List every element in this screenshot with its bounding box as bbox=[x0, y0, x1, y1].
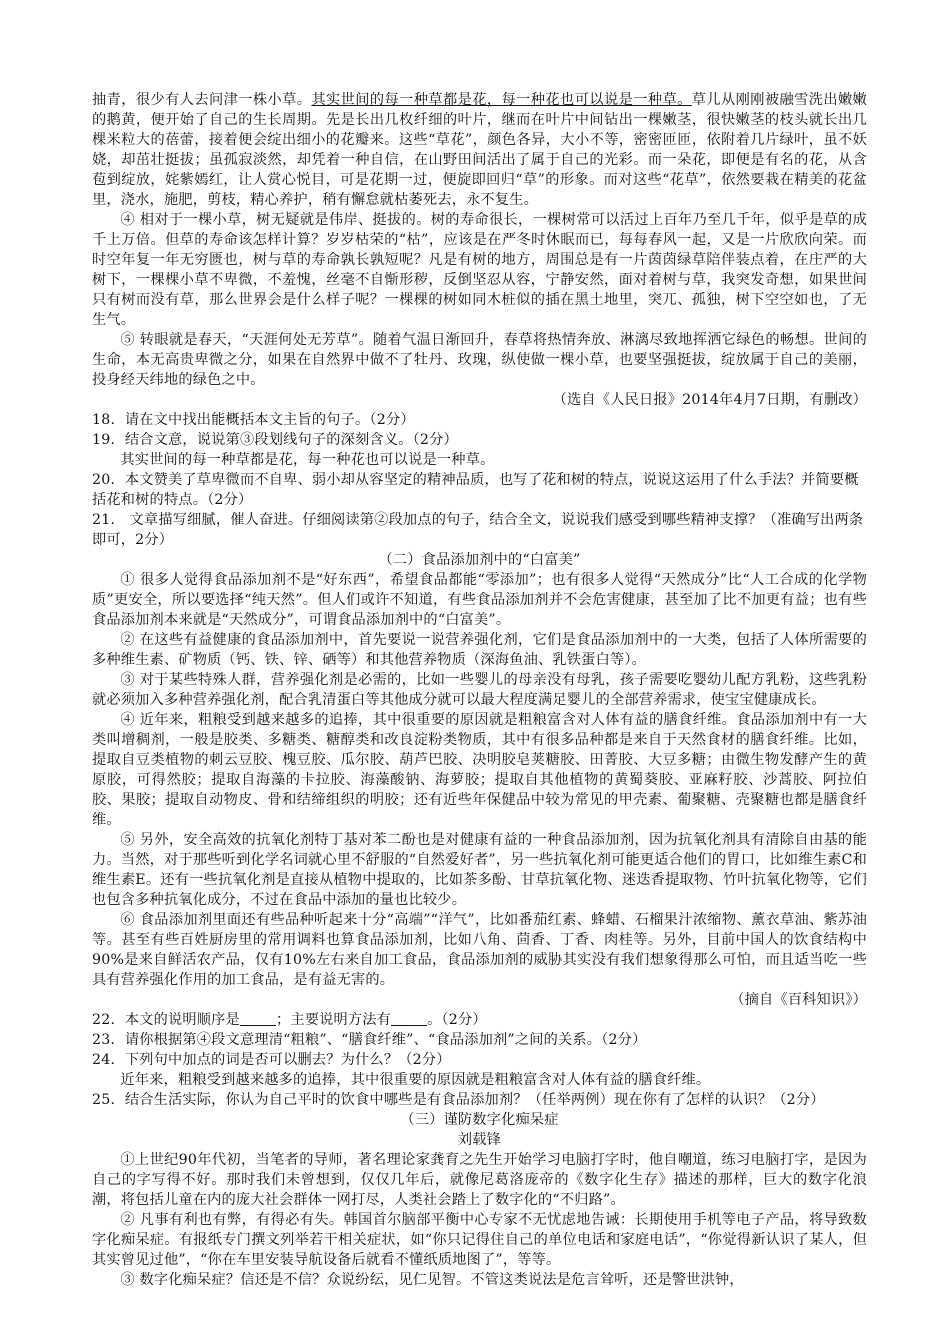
article3-author: 刘载锋 bbox=[457, 1132, 502, 1148]
question-24: 24．下列句中加点的词是否可以删去？为什么？（2分） bbox=[92, 1052, 451, 1068]
text-run: 草儿从刚刚被融雪洗出嫩嫩的鹅黄，便开始了自己的生长周期。先是长出几枚纤细的叶片，继而在叶片中间钻出一棵嫩茎，很快嫩茎的枝头就长出几棵米粒大的蓓蕾，接着便会绽出细小的花瓣来。这些“草花”，颜色各异，大小不等，密密匝匝，依附着几片绿叶，虽不妖娆，却茁壮挺拔；虽孤寂淡然，却凭着一种自信，在山野田间活出了属于自己的光彩。而一朵花，即便是有名的花，从含苞到绽放，姹紫嫣红，让人赏心悦目，可是花期一过，便旋即回归“草”的形象。而对这些“花草”，依然要栽在精美的花盆里，浇水，施肥，剪枝，精心养护，稍有懈怠就枯萎死去，永不复生。 bbox=[92, 92, 867, 208]
exam-page bbox=[92, 90, 867, 1290]
article1-paragraph-4: ④ 相对于一棵小草，树无疑就是伟岸、挺拔的。树的寿命很长，一棵树常可以活过上百年乃至几千年，似乎是草的成千上万倍。但草的寿命该怎样计算？岁岁枯荣的“枯”，应该是在严冬时休眠而已，每每春风一起，又是一片欣欣向荣。而时空年复一年无穷匮也，树与草的寿命孰长孰短呢？凡是有树的地方，周围总是有一片茵茵绿草陪伴装点着，在庄严的大树下，一棵棵小草不卑微，不羞愧，丝毫不自惭形秽，反倒坚忍从容，宁静安然，面对着树与草，我突发奇想，如果世间只有树而没有草，那么世界会是什么样子呢？一棵棵的树如同木桩似的插在黑土地里，突兀、孤独，树下空空如也，了无生气。 bbox=[92, 212, 867, 328]
text-run: 22．本文的说明顺序是 bbox=[92, 1012, 240, 1028]
question-19: 19．结合文意，说说第③段划线句子的深刻含义。（2分） bbox=[92, 432, 458, 448]
article2-paragraph-4: ④ 近年来，粗粮受到越来越多的追捧，其中很重要的原因就是粗粮富含对人体有益的膳食纤维。食品添加剂中有一大类叫增稠剂，一般是胶类、多糖类、糖醇类和改良淀粉类物质，其中有很多品种都是来自于天然食材的膳食纤维。比如，提取自豆类植物的刺云豆胶、槐豆胶、瓜尔胶、葫芦巴胶、决明胶皂荚糖胶、田菁胶、大豆多糖；由微生物发酵产生的黄原胶，可得然胶；提取自海藻的卡拉胶、海藻酸钠、海萝胶；提取自其他植物的黄蜀葵胶、亚麻籽胶、沙蒿胶、阿拉伯胶、果胶；提取自动物皮、骨和结缔组织的明胶；还有近些年保健品中较为常见的甲壳素、葡聚糖、壳聚糖也都是膳食纤维。 bbox=[92, 712, 867, 828]
article2-paragraph-5: ⑤ 另外，安全高效的抗氧化剂特丁基对苯二酚也是对健康有益的一种食品添加剂，因为抗氧化剂具有清除自由基的能力。当然，对于那些听到化学名词就心里不舒服的“自然爱好者”，另一些抗氧化剂可能更适合他们的胃口，比如维生素C和维生素E。还有一些抗氧化剂是直接从植物中提取的，比如茶多酚、甘草抗氧化物、迷迭香提取物、竹叶抗氧化物等，它们也包含多种抗氧化成分，不过在食品中添加的量也比较少。 bbox=[92, 832, 867, 908]
article2-paragraph-2: ② 在这些有益健康的食品添加剂中，首先要说一说营养强化剂，它们是食品添加剂中的一大类，包括了人体所需要的多种维生素、矿物质（钙、铁、锌、硒等）和其他营养物质（深海鱼油、乳铁蛋白等）。 bbox=[92, 632, 867, 668]
question-20: 20．本文赞美了草卑微而不自卑、弱小却从容坚定的精神品质，也写了花和树的特点，说说这运用了什么手法？并简要概括花和树的特点。（2分） bbox=[92, 472, 859, 508]
article1-paragraph-3-continued bbox=[92, 90, 867, 210]
text-run: 抽青，很少有人去问津一株小草。 bbox=[92, 92, 312, 108]
question-21: 21． 文章描写细腻，催人奋进。仔细阅读第②段加点的句子，结合全文，说说我们感受到哪些精神支撑？（准确写出两条即可，2分） bbox=[92, 512, 864, 548]
text-run: ；主要说明方法有 bbox=[275, 1012, 392, 1028]
question-23: 23．请你根据第④段文意理清“粗粮”、“膳食纤维”、“食品添加剂”之间的关系。（2分） bbox=[92, 1032, 647, 1048]
question-25: 25．结合生活实际，你认为自己平时的饮食中哪些是有食品添加剂？（任举两例）现在你有了怎样的认识？（2分） bbox=[92, 1092, 825, 1108]
article1-paragraph-5: ⑤ 转眼就是春天，“天涯何处无芳草”。随着气温日渐回升，春草将热情奔放、淋漓尽致地挥洒它绿色的畅想。世间的生命，本无高贵卑微之分，如果在自然界中做不了牡丹、玫瑰，纵使做一棵小草，也要坚强挺拔，绽放属于自己的美丽，投身经天纬地的绿色之中。 bbox=[92, 332, 867, 388]
article3-paragraph-1: ①上世纪90年代初，当笔者的导师，著名理论家龚育之先生开始学习电脑打字时，他自嘲道，练习电脑打字，是因为自己的字写得不好。那时我们未曾想到，仅仅几年后，就像尼葛洛庞帝的《数字化生存》描述的那样，巨大的数字化浪潮，将包括儿童在内的庞大社会群体一网打尽，人类社会踏上了数字化的“不归路”。 bbox=[92, 1152, 867, 1208]
question-24-quote: 近年来，粗粮受到越来越多的追捧，其中很重要的原因就是粗粮富含对人体有益的膳食纤维。 bbox=[120, 1072, 711, 1088]
article2-paragraph-3: ③ 对于某些特殊人群，营养强化剂是必需的，比如一些婴儿的母亲没有母乳，孩子需要吃婴幼儿配方乳粉，这些乳粉就必须加入多种营养强化剂，配合乳清蛋白等其他成分就可以最大程度满足婴儿的全部营养需求，使宝宝健康成长。 bbox=[92, 672, 867, 708]
text-run: 。（2分） bbox=[427, 1012, 487, 1028]
article2-paragraph-1: ① 很多人觉得食品添加剂不是“好东西”，希望食品都能“零添加”；也有很多人觉得“天然成分”比“人工合成的化学物质”更安全，所以要选择“纯天然”。但人们或许不知道，有些食品添加剂并不会危害健康，甚至加了比不加更有益；也有些食品添加剂本来就是“天然成分”，可谓食品添加剂中的“白富美”。 bbox=[92, 572, 867, 628]
question-18: 18．请在文中找出能概括本文主旨的句子。（2分） bbox=[92, 412, 415, 428]
underlined-sentence: 其实世间的每一种草都是花，每一种花也可以说是一种草。 bbox=[311, 92, 692, 108]
answer-blank[interactable] bbox=[240, 1011, 276, 1026]
article1-source: （选自《人民日报》2014年4月7日期，有删改） bbox=[552, 392, 867, 408]
article3-paragraph-2: ② 凡事有利也有弊，有得必有失。韩国首尔脑部平衡中心专家不无忧虑地告诫：长期使用手机等电子产品，将导致数字化痴呆症。有报纸专门撰文列举若干相关症状，如“你只记得住自己的单位电话和家庭电话”，“你觉得新认识了某人，但其实曾见过他”，“你在车里安装导航设备后就看不懂纸质地图了”，等等。 bbox=[92, 1212, 867, 1268]
article2-paragraph-6: ⑥ 食品添加剂里面还有些品种听起来十分“高端”“洋气”，比如番茄红素、蜂蜡、石榴果汁浓缩物、薰衣草油、紫苏油等。甚至有些百姓厨房里的常用调料也算食品添加剂，比如八角、茴香、丁香、肉桂等。另外，目前中国人的饮食结构中90%是来自鲜活农产品，仅有10%左右来自加工食品，食品添加剂的威胁其实没有我们想象得那么可怕，而且适当吃一些具有营养强化作用的加工食品，是有益无害的。 bbox=[92, 912, 867, 988]
question-19-quote: 其实世间的每一种草都是花，每一种花也可以说是一种草。 bbox=[120, 452, 495, 468]
answer-blank[interactable] bbox=[391, 1011, 427, 1026]
article3-title: （三）谨防数字化痴呆症 bbox=[400, 1112, 559, 1128]
article2-title: （二）食品添加剂中的“白富美” bbox=[378, 552, 581, 568]
article2-source: （摘自《百科知识》） bbox=[730, 992, 867, 1008]
question-22 bbox=[92, 1010, 867, 1030]
article3-paragraph-3: ③ 数字化痴呆症？信还是不信？众说纷纭，见仁见智。不管这类说法是危言耸听，还是警世洪钟， bbox=[120, 1272, 744, 1288]
